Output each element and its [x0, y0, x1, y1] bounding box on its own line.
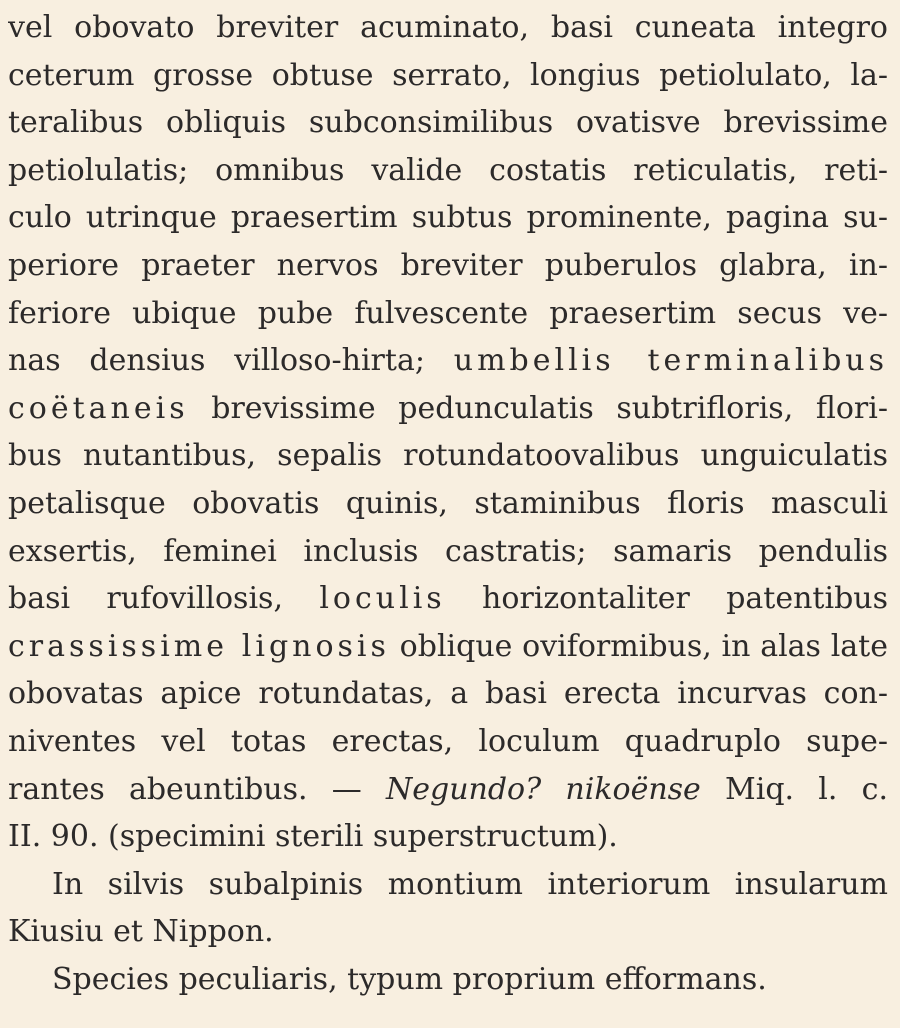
text-span: niventes vel totas erectas, loculum quadruplo supe-: [8, 723, 888, 759]
spaced-text: crassissime lignosis: [8, 628, 390, 664]
spaced-text: coëtaneis: [8, 390, 189, 426]
text-span: rantes abeuntibus. —: [8, 771, 386, 807]
text-span: Species peculiaris, typum proprium efformans.: [52, 961, 767, 997]
text-line: [8, 432, 888, 480]
text-line: [8, 4, 888, 52]
paragraph: [8, 861, 888, 956]
text-span: feriore ubique pube fulvescente praesertim secus ve-: [8, 295, 888, 331]
text-span: periore praeter nervos breviter puberulos glabra, in-: [8, 247, 888, 283]
text-span: teralibus obliquis subconsimilibus ovatisve brevissime: [8, 105, 888, 141]
text-line: [8, 194, 888, 242]
text-span: brevissime pedunculatis subtrifloris, flori-: [188, 390, 888, 426]
text-line: [8, 528, 888, 576]
text-span: oblique oviformibus, in alas late: [389, 628, 888, 664]
text-line: [8, 718, 888, 766]
text-span: horizontaliter patentibus: [445, 581, 888, 617]
text-line: [8, 908, 888, 956]
text-span: nas densius villoso-hirta;: [8, 343, 454, 379]
text-line: [8, 766, 888, 814]
text-line: [8, 861, 888, 909]
document-page: [0, 4, 900, 1028]
text-line: [8, 242, 888, 290]
text-line: [8, 337, 888, 385]
text-line: [8, 575, 888, 623]
text-span: petiolulatis; omnibus valide costatis reticulatis, reti-: [8, 152, 888, 188]
text-span: Kiusiu et Nippon.: [8, 914, 274, 950]
text-span: culo utrinque praesertim subtus prominente, pagina su-: [8, 200, 888, 236]
text-span: bus nutantibus, sepalis rotundatoovalibus unguiculatis: [8, 438, 888, 474]
text-span: obovatas apice rotundatas, a basi erecta incurvas con-: [8, 676, 888, 712]
text-line: [8, 623, 888, 671]
paragraph: [8, 956, 888, 1004]
text-body: [8, 4, 888, 1003]
text-span: vel obovato breviter acuminato, basi cuneata integro: [8, 10, 888, 45]
text-span: Miq. l. c.: [700, 771, 888, 807]
text-span: ceterum grosse obtuse serrato, longius petiolulato, la-: [8, 57, 888, 93]
text-line: [8, 99, 888, 147]
paragraph: [8, 4, 888, 861]
text-line: [8, 670, 888, 718]
italic-text: Negundo? nikoënse: [386, 771, 701, 807]
text-line: [8, 480, 888, 528]
text-span: In silvis subalpinis montium interiorum insularum: [52, 866, 888, 902]
text-span: exsertis, feminei inclusis castratis; samaris pendulis: [8, 533, 888, 569]
text-span: basi rufovillosis,: [8, 581, 320, 617]
text-line: [8, 147, 888, 195]
text-line: [8, 956, 888, 1004]
text-line: [8, 290, 888, 338]
spaced-text: umbellis terminalibus: [453, 343, 888, 379]
text-span: petalisque obovatis quinis, staminibus floris masculi: [8, 485, 888, 521]
text-span: II. 90. (specimini sterili superstructum).: [8, 819, 618, 855]
spaced-text: loculis: [319, 581, 446, 617]
text-line: [8, 813, 888, 861]
text-line: [8, 385, 888, 433]
text-line: [8, 52, 888, 100]
